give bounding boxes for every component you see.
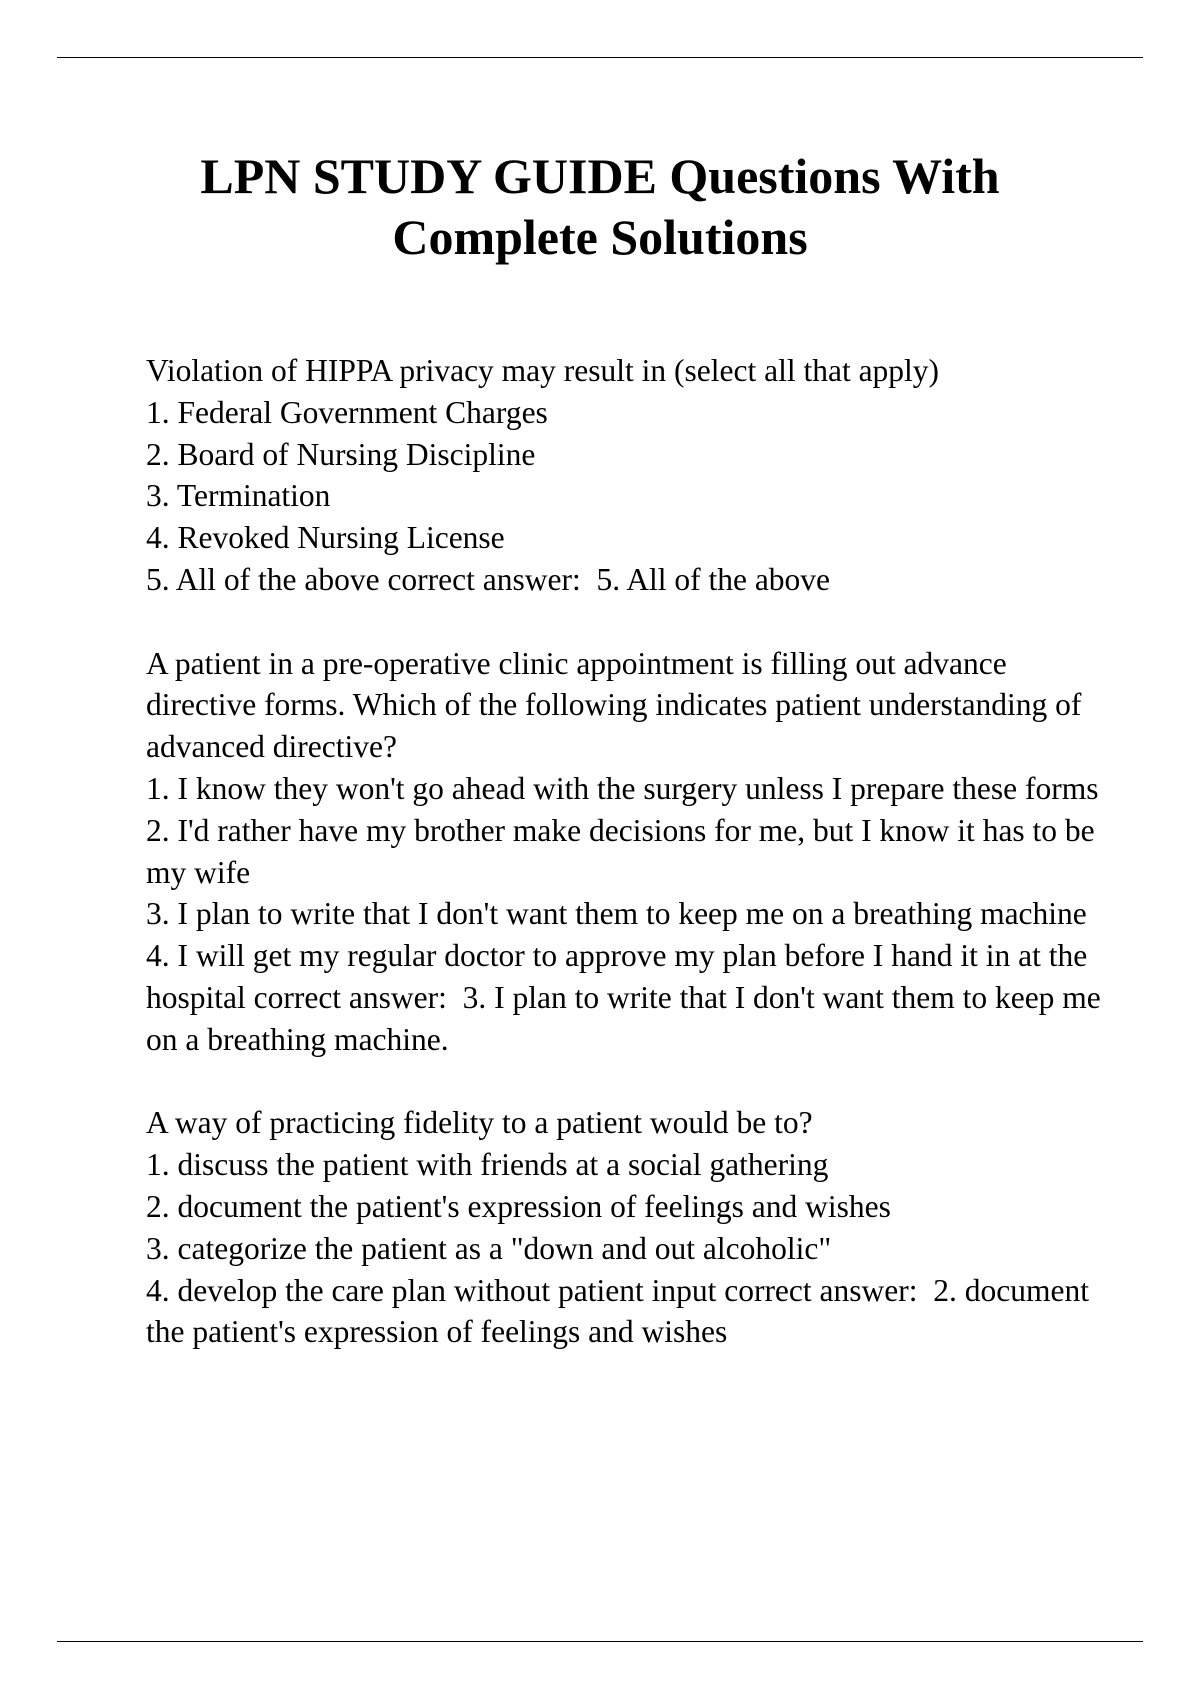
answer-option: 1. discuss the patient with friends at a social gathering [146,1147,829,1183]
answer-option: 4. Revoked Nursing License [146,520,505,556]
footer-rule [57,1641,1143,1642]
answer-option: 1. I know they won't go ahead with the surgery unless I prepare these forms [146,770,1099,806]
answer-option: 5. All of the above [146,561,380,597]
correct-answer-label: correct answer: [724,1272,918,1308]
header-rule [57,57,1143,58]
answer-option: 1. Federal Government Charges [146,394,548,430]
correct-answer: 2. document the patient's expression of feelings and wishes [146,1272,1097,1350]
question-stem: Violation of HIPPA privacy may result in (select all that apply) [146,353,940,388]
document-title: LPN STUDY GUIDE Questions With Complete Solutions [200,148,1000,265]
answer-option: 3. categorize the patient as a "down and out alcoholic" [146,1230,832,1266]
question-list [146,350,1109,1353]
last-option-with-answer [146,935,1109,1060]
answer-option: 2. Board of Nursing Discipline [146,436,536,472]
answer-option: 2. document the patient's expression of feelings and wishes [146,1188,891,1224]
answer-option: 4. I will get my regular doctor to approve my plan before I hand it in at the hospital [146,938,1096,1015]
question-stem: A patient in a pre-operative clinic appointment is filling out advance directive forms. Which of the following indicates patient understanding of advanced directive? [146,645,1090,765]
correct-answer-label: correct answer: [253,979,447,1015]
last-option-with-answer [146,1270,1106,1354]
answer-option: 2. I'd rather have my brother make decisions for me, but I know it has to be my wife [146,812,1103,890]
answer-option: 4. develop the care plan without patient input [146,1272,717,1308]
correct-answer: 3. I plan to write that I don't want them to keep me on a breathing machine. [146,979,1109,1057]
question-stem: A way of practicing fidelity to a patient would be to? [146,1105,813,1141]
correct-answer-label: correct answer: [387,561,581,597]
question-block [146,350,1106,601]
question-block [146,1102,1106,1353]
correct-answer: 5. All of the above [596,561,831,597]
answer-option: 3. I plan to write that I don't want them to keep me on a breathing machine [146,896,1087,932]
last-option-with-answer [146,559,1106,601]
answer-option: 3. Termination [146,478,331,514]
question-block [146,643,1109,1061]
